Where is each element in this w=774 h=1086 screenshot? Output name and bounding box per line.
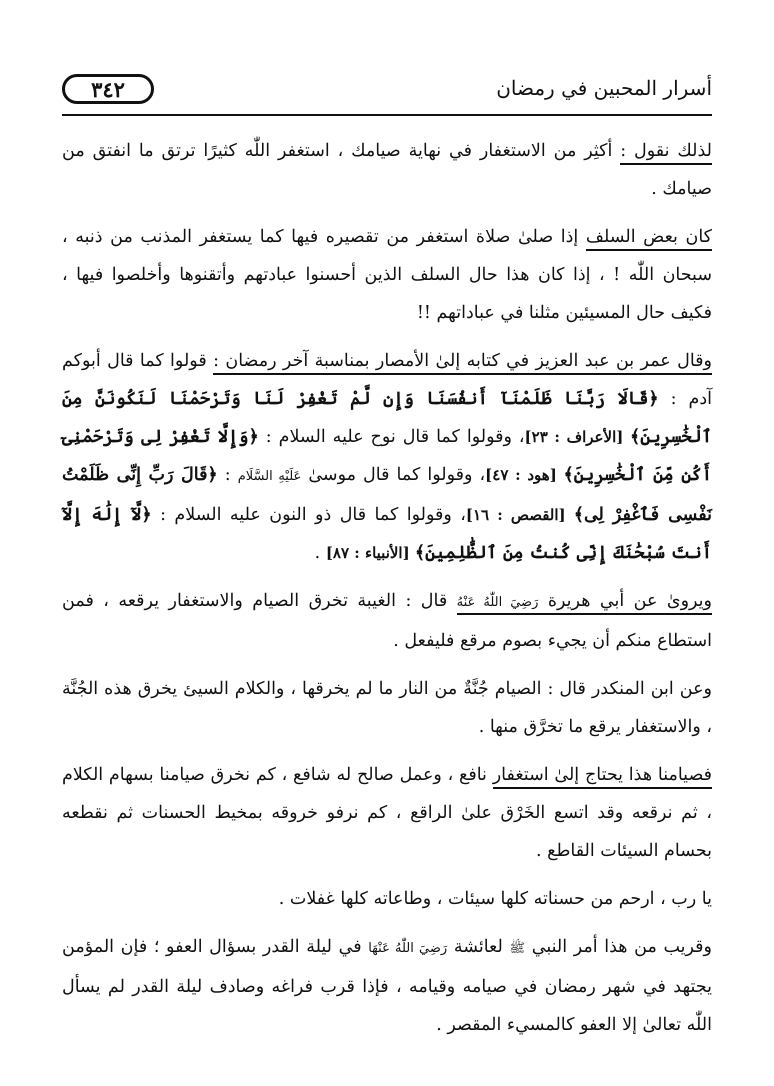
- paragraph-text: في ليلة القدر بسؤال العفو ؛ فإن المؤمن يجتهد في شهر رمضان في صيامه وقيامه ، فإذا قرب فراغه وصادف ليلة القدر لم يسأل اللّٰه تعالىٰ إلا العفو كالمسيء المقصر .: [62, 937, 712, 1035]
- paragraph-text: .: [314, 543, 326, 563]
- paragraph-lead: فصيامنا هذا يحتاج إلىٰ استغفار: [493, 765, 712, 789]
- paragraph-lead: وقال عمر بن عبد العزيز في كتابه إلىٰ الأمصار بمناسبة آخر رمضان :: [213, 351, 712, 375]
- paragraph-text: وعن ابن المنكدر قال : الصيام جُنَّةٌ من النار ما لم يخرقها ، والكلام السيئ يخرق هذه الجُنَّة ، والاستغفار يرقع ما تخرَّق منها .: [62, 679, 712, 737]
- book-page: [62, 70, 712, 1054]
- quran-verse: ﴿لَّآ إِلَٰهَ إِلَّآ أَنتَ سُبْحَٰنَكَ إِنِّى كُنتُ مِنَ ٱلظَّٰلِمِينَ﴾: [62, 505, 712, 563]
- paragraph-lead: كان بعض السلف: [586, 227, 712, 251]
- paragraph-7: [62, 880, 712, 918]
- paragraph-text: قال : الغيبة تخرق الصيام والاستغفار يرقعه ، فمن استطاع منكم أن يجيء بصوم مرقع فليفعل .: [62, 591, 712, 651]
- page-number: ٣٤٢: [62, 74, 154, 104]
- honorific-glyph: رَضِيَ اللّٰهُ عَنْهُ: [456, 595, 539, 610]
- lead-text: ويروىٰ عن أبي هريرة: [547, 591, 712, 611]
- quran-verse: ﴿قَالَ رَبِّ إِنِّى ظَلَمْتُ نَفْسِى فَٱغْفِرْ لِى﴾: [62, 465, 712, 525]
- paragraph-4: [62, 582, 712, 660]
- paragraph-text: ، وقولوا كما قال نوح عليه السلام :: [258, 427, 525, 447]
- paragraph-8: [62, 928, 712, 1044]
- verse-reference: [الأنبياء : ٨٧]: [325, 544, 415, 562]
- paragraph-6: [62, 756, 712, 870]
- paragraph-lead: لذلك نقول :: [620, 141, 712, 165]
- verse-reference: [هود : ٤٧]: [485, 466, 564, 484]
- paragraph-lead: [457, 591, 712, 615]
- paragraph-text: نافع ، وعمل صالح له شافع ، كم نخرق صيامنا بسهام الكلام ، ثم نرقعه وقد اتسع الخَرْق علىٰ الراقع ، كم نرفو خروقه بمخيط الحسنات ثم نقطعه بحسام السيئات القاطع .: [62, 765, 712, 861]
- honorific-glyph: ﷺ: [509, 941, 526, 956]
- paragraph-2: [62, 218, 712, 332]
- paragraph-text: يا رب ، ارحم من حسناته كلها سيئات ، وطاعاته كلها غفلات .: [278, 889, 712, 909]
- paragraph-3: [62, 342, 712, 572]
- paragraph-text: قولوا كما قال أبوكم آدم :: [62, 351, 712, 409]
- paragraph-text: ، وقولوا كما قال ذو النون عليه السلام :: [151, 505, 466, 525]
- paragraph-text: لعائشة: [447, 937, 510, 957]
- paragraph-5: [62, 670, 712, 746]
- quran-verse: ﴿وَإِلَّا تَغْفِرْ لِى وَتَرْحَمْنِىٓ أَكُن مِّنَ ٱلْخَٰسِرِينَ﴾: [62, 427, 713, 485]
- paragraph-text: إذا صلىٰ صلاة استغفر من تقصيره فيها كما يستغفر المذنب من ذنبه ، سبحان اللّٰه ! ، إذا كان هذا حال السلف الذين أحسنوا عبادتهم وأتقنوها وأخلصوا فيها ، فكيف حال المسيئين مثلنا في عباداتهم !!: [62, 227, 712, 323]
- page-body: [62, 132, 712, 1044]
- verse-reference: [الأعراف : ٢٣]: [524, 428, 630, 446]
- paragraph-1: [62, 132, 712, 208]
- running-header: [62, 70, 712, 116]
- paragraph-text: :: [217, 465, 238, 485]
- paragraph-text: ، وقولوا كما قال موسىٰ: [301, 465, 486, 485]
- paragraph-text: أكثِر من الاستغفار في نهاية صيامك ، استغفر اللّٰه كثيرًا ترتق ما انفتق من صيامك .: [62, 141, 712, 199]
- verse-reference: [القصص : ١٦]: [465, 506, 574, 524]
- book-title: أسرار المحبين في رمضان: [496, 76, 712, 100]
- paragraph-text: وقريب من هذا أمر النبي: [525, 937, 712, 957]
- honorific-glyph: عَلَيْهِ السَّلَام: [237, 469, 302, 484]
- honorific-glyph: رَضِيَ اللّٰهُ عَنْهَا: [368, 941, 448, 956]
- quran-verse: ﴿قَالَا رَبَّنَا ظَلَمْنَآ أَنفُسَنَا وَإِن لَّمْ تَغْفِرْ لَنَا وَتَرْحَمْنَا لَنَكُونَنَّ مِنَ ٱلْخَٰسِرِينَ﴾: [62, 389, 712, 447]
